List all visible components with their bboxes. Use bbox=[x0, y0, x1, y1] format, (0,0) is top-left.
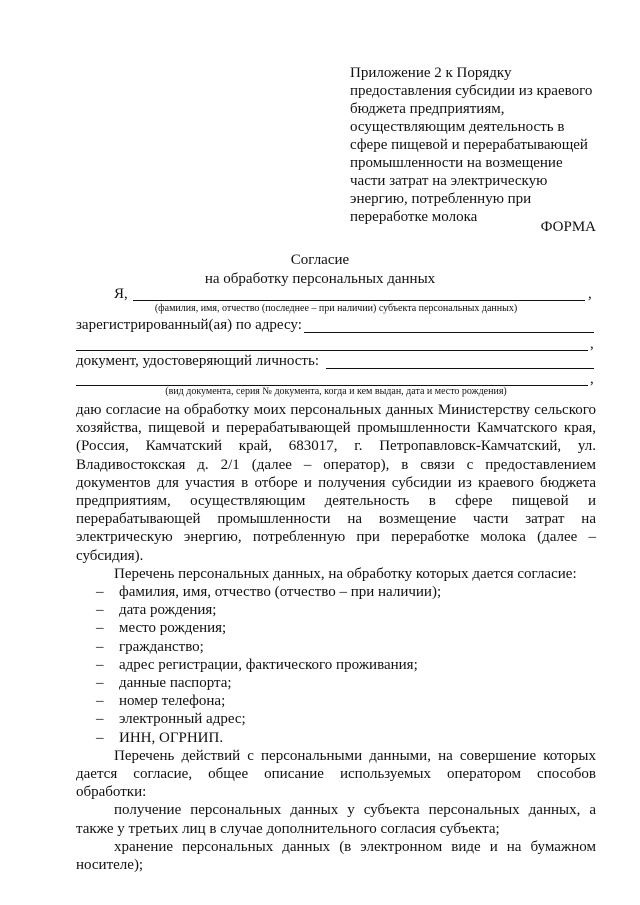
address-field-line-2[interactable] bbox=[76, 350, 588, 351]
store-paragraph: хранение персональных данных (в электронном виде и на бумажном носителе); bbox=[76, 838, 596, 873]
ya-suffix: , bbox=[588, 286, 592, 302]
document-subtitle: на обработку персональных данных bbox=[204, 271, 436, 287]
address-field-line[interactable] bbox=[304, 332, 594, 333]
list-dash: – bbox=[96, 602, 104, 619]
appendix-block bbox=[350, 64, 596, 226]
list-item: – электронный адрес; bbox=[96, 711, 246, 728]
personal-data-list bbox=[76, 583, 596, 747]
appendix-line: части затрат на электрическую bbox=[350, 173, 548, 189]
consent-paragraph: даю согласие на обработку моих персональных данных Министерству сельского хозяйства, пищевой и перерабатывающей промышленности Камчатского края, (Россия, Камчатский край, 683017, г. Петропавловск-Камчатский, ул. Владивостокская д. 2/1 (далее – оператор), в связи с предоставлением документов для участия в отборе и получения субсидии из краевого бюджета предприятиям, осуществляющим деятельность в сфере пищевой и перерабатывающей промышленности на возмещение части затрат на электрическую энергию, потребленную при переработке молока (далее – субсидия). bbox=[76, 402, 596, 564]
appendix-line: бюджета предприятиям, bbox=[350, 101, 505, 117]
fio-field-line[interactable] bbox=[133, 300, 585, 301]
list-dash: – bbox=[96, 693, 104, 710]
appendix-line: переработке молока bbox=[350, 209, 478, 225]
list-item: – место рождения; bbox=[96, 620, 227, 637]
registered-label: зарегистрированный(ая) по адресу: bbox=[76, 317, 302, 333]
fio-caption: (фамилия, имя, отчество (последнее – при наличии) субъекта персональных данных) bbox=[154, 303, 518, 314]
list-item: – данные паспорта; bbox=[96, 674, 232, 691]
list-dash: – bbox=[96, 620, 104, 637]
appendix-line: промышленности на возмещение bbox=[350, 155, 563, 171]
list-item: – дата рождения; bbox=[96, 602, 217, 619]
document-caption: (вид документа, серия № документа, когда и кем выдан, дата и место рождения) bbox=[165, 386, 507, 397]
document-field-line[interactable] bbox=[326, 368, 594, 369]
document-label: документ, удостоверяющий личность: bbox=[76, 353, 319, 369]
list-item: – гражданство; bbox=[96, 638, 204, 655]
list-dash: – bbox=[96, 656, 104, 673]
list-dash: – bbox=[96, 729, 104, 746]
list-dash: – bbox=[96, 638, 104, 655]
forma-label: ФОРМА bbox=[540, 219, 596, 235]
address-comma: , bbox=[590, 336, 594, 352]
appendix-line: энергию, потребленную при bbox=[350, 191, 532, 207]
document-body bbox=[76, 401, 596, 874]
actions-paragraph: Перечень действий с персональными данными, на совершение которых дается согласие, общее описание используемых оператором способов обработки: bbox=[76, 747, 596, 801]
list-item: – фамилия, имя, отчество (отчество – при наличии); bbox=[96, 584, 442, 601]
appendix-line: сфере пищевой и перерабатывающей bbox=[350, 137, 588, 153]
appendix-line: осуществляющим деятельность в bbox=[350, 119, 565, 135]
document-comma: , bbox=[590, 371, 594, 387]
list-dash: – bbox=[96, 674, 104, 691]
list-item: – номер телефона; bbox=[96, 693, 226, 710]
list-item: – адрес регистрации, фактического проживания; bbox=[96, 656, 418, 673]
appendix-line: Приложение 2 к Порядку bbox=[350, 65, 512, 81]
appendix-line: предоставления субсидии из краевого bbox=[350, 83, 593, 99]
list-dash: – bbox=[96, 584, 104, 601]
list-dash: – bbox=[96, 711, 104, 728]
ya-prefix: Я, bbox=[114, 286, 128, 302]
receive-paragraph: получение персональных данных у субъекта персональных данных, а также у третьих лиц в случае дополнительного согласия субъекта; bbox=[76, 802, 596, 837]
document-title: Согласие bbox=[290, 252, 350, 268]
list-intro: Перечень персональных данных, на обработку которых дается согласие: bbox=[114, 565, 577, 582]
list-item: – ИНН, ОГРНИП. bbox=[96, 729, 224, 746]
